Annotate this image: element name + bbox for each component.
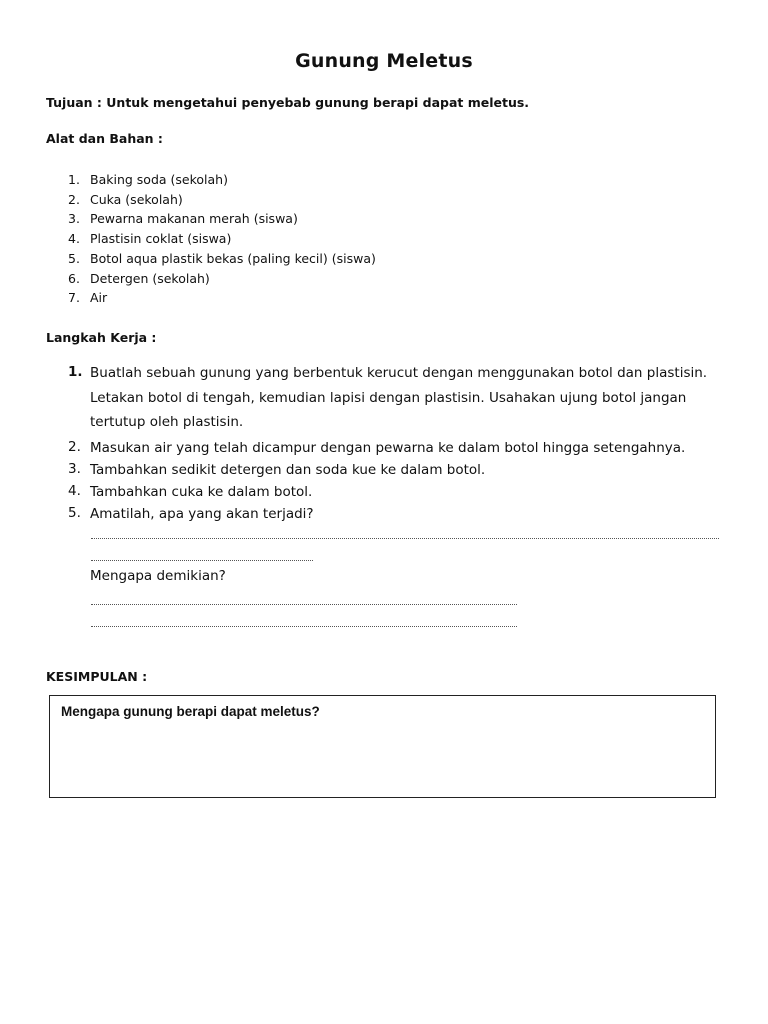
step-line: Letakan botol di tengah, kemudian lapisi dengan plastisin. Usahakan ujung botol jangan	[90, 389, 687, 406]
conclusion-heading: KESIMPULAN :	[46, 669, 148, 684]
step-line: Tambahkan sedikit detergen dan soda kue ke dalam botol.	[90, 462, 486, 478]
answer-line[interactable]	[91, 626, 517, 627]
material-text: Baking soda (sekolah)	[90, 172, 228, 187]
materials-heading: Alat dan Bahan :	[46, 131, 163, 146]
purpose-text: Tujuan : Untuk mengetahui penyebab gunung berapi dapat meletus.	[46, 95, 530, 110]
answer-line[interactable]	[91, 560, 313, 561]
step-line: tertutup oleh plastisin.	[90, 414, 244, 430]
list-number: 7.	[68, 290, 80, 305]
material-text: Pewarna makanan merah (siswa)	[90, 211, 298, 226]
step-line: Masukan air yang telah dicampur dengan pewarna ke dalam botol hingga setengahnya.	[90, 440, 686, 456]
why-question: Mengapa demikian?	[90, 568, 226, 584]
page-title: Gunung Meletus	[295, 50, 473, 72]
material-text: Air	[90, 290, 108, 305]
material-text: Detergen (sekolah)	[90, 271, 210, 286]
list-number: 6.	[68, 271, 80, 286]
answer-line[interactable]	[91, 538, 719, 539]
step-line: Buatlah sebuah gunung yang berbentuk kerucut dengan menggunakan botol dan plastisin.	[90, 365, 708, 381]
step-number: 3.	[68, 461, 81, 477]
step-number: 2.	[68, 439, 81, 455]
list-number: 1.	[68, 172, 80, 187]
step-number: 4.	[68, 483, 81, 499]
material-text: Cuka (sekolah)	[90, 192, 183, 207]
material-text: Botol aqua plastik bekas (paling kecil) (siswa)	[90, 251, 376, 266]
list-number: 4.	[68, 231, 80, 246]
list-number: 5.	[68, 251, 80, 266]
step-line: Amatilah, apa yang akan terjadi?	[90, 506, 314, 522]
step-number: 1.	[68, 364, 83, 380]
list-number: 2.	[68, 192, 80, 207]
answer-line[interactable]	[91, 604, 517, 605]
steps-heading: Langkah Kerja :	[46, 330, 157, 345]
step-line: Tambahkan cuka ke dalam botol.	[90, 484, 313, 500]
conclusion-answer-box[interactable]	[49, 695, 716, 798]
step-number: 5.	[68, 505, 81, 521]
list-number: 3.	[68, 211, 80, 226]
conclusion-question: Mengapa gunung berapi dapat meletus?	[61, 704, 320, 719]
material-text: Plastisin coklat (siswa)	[90, 231, 232, 246]
